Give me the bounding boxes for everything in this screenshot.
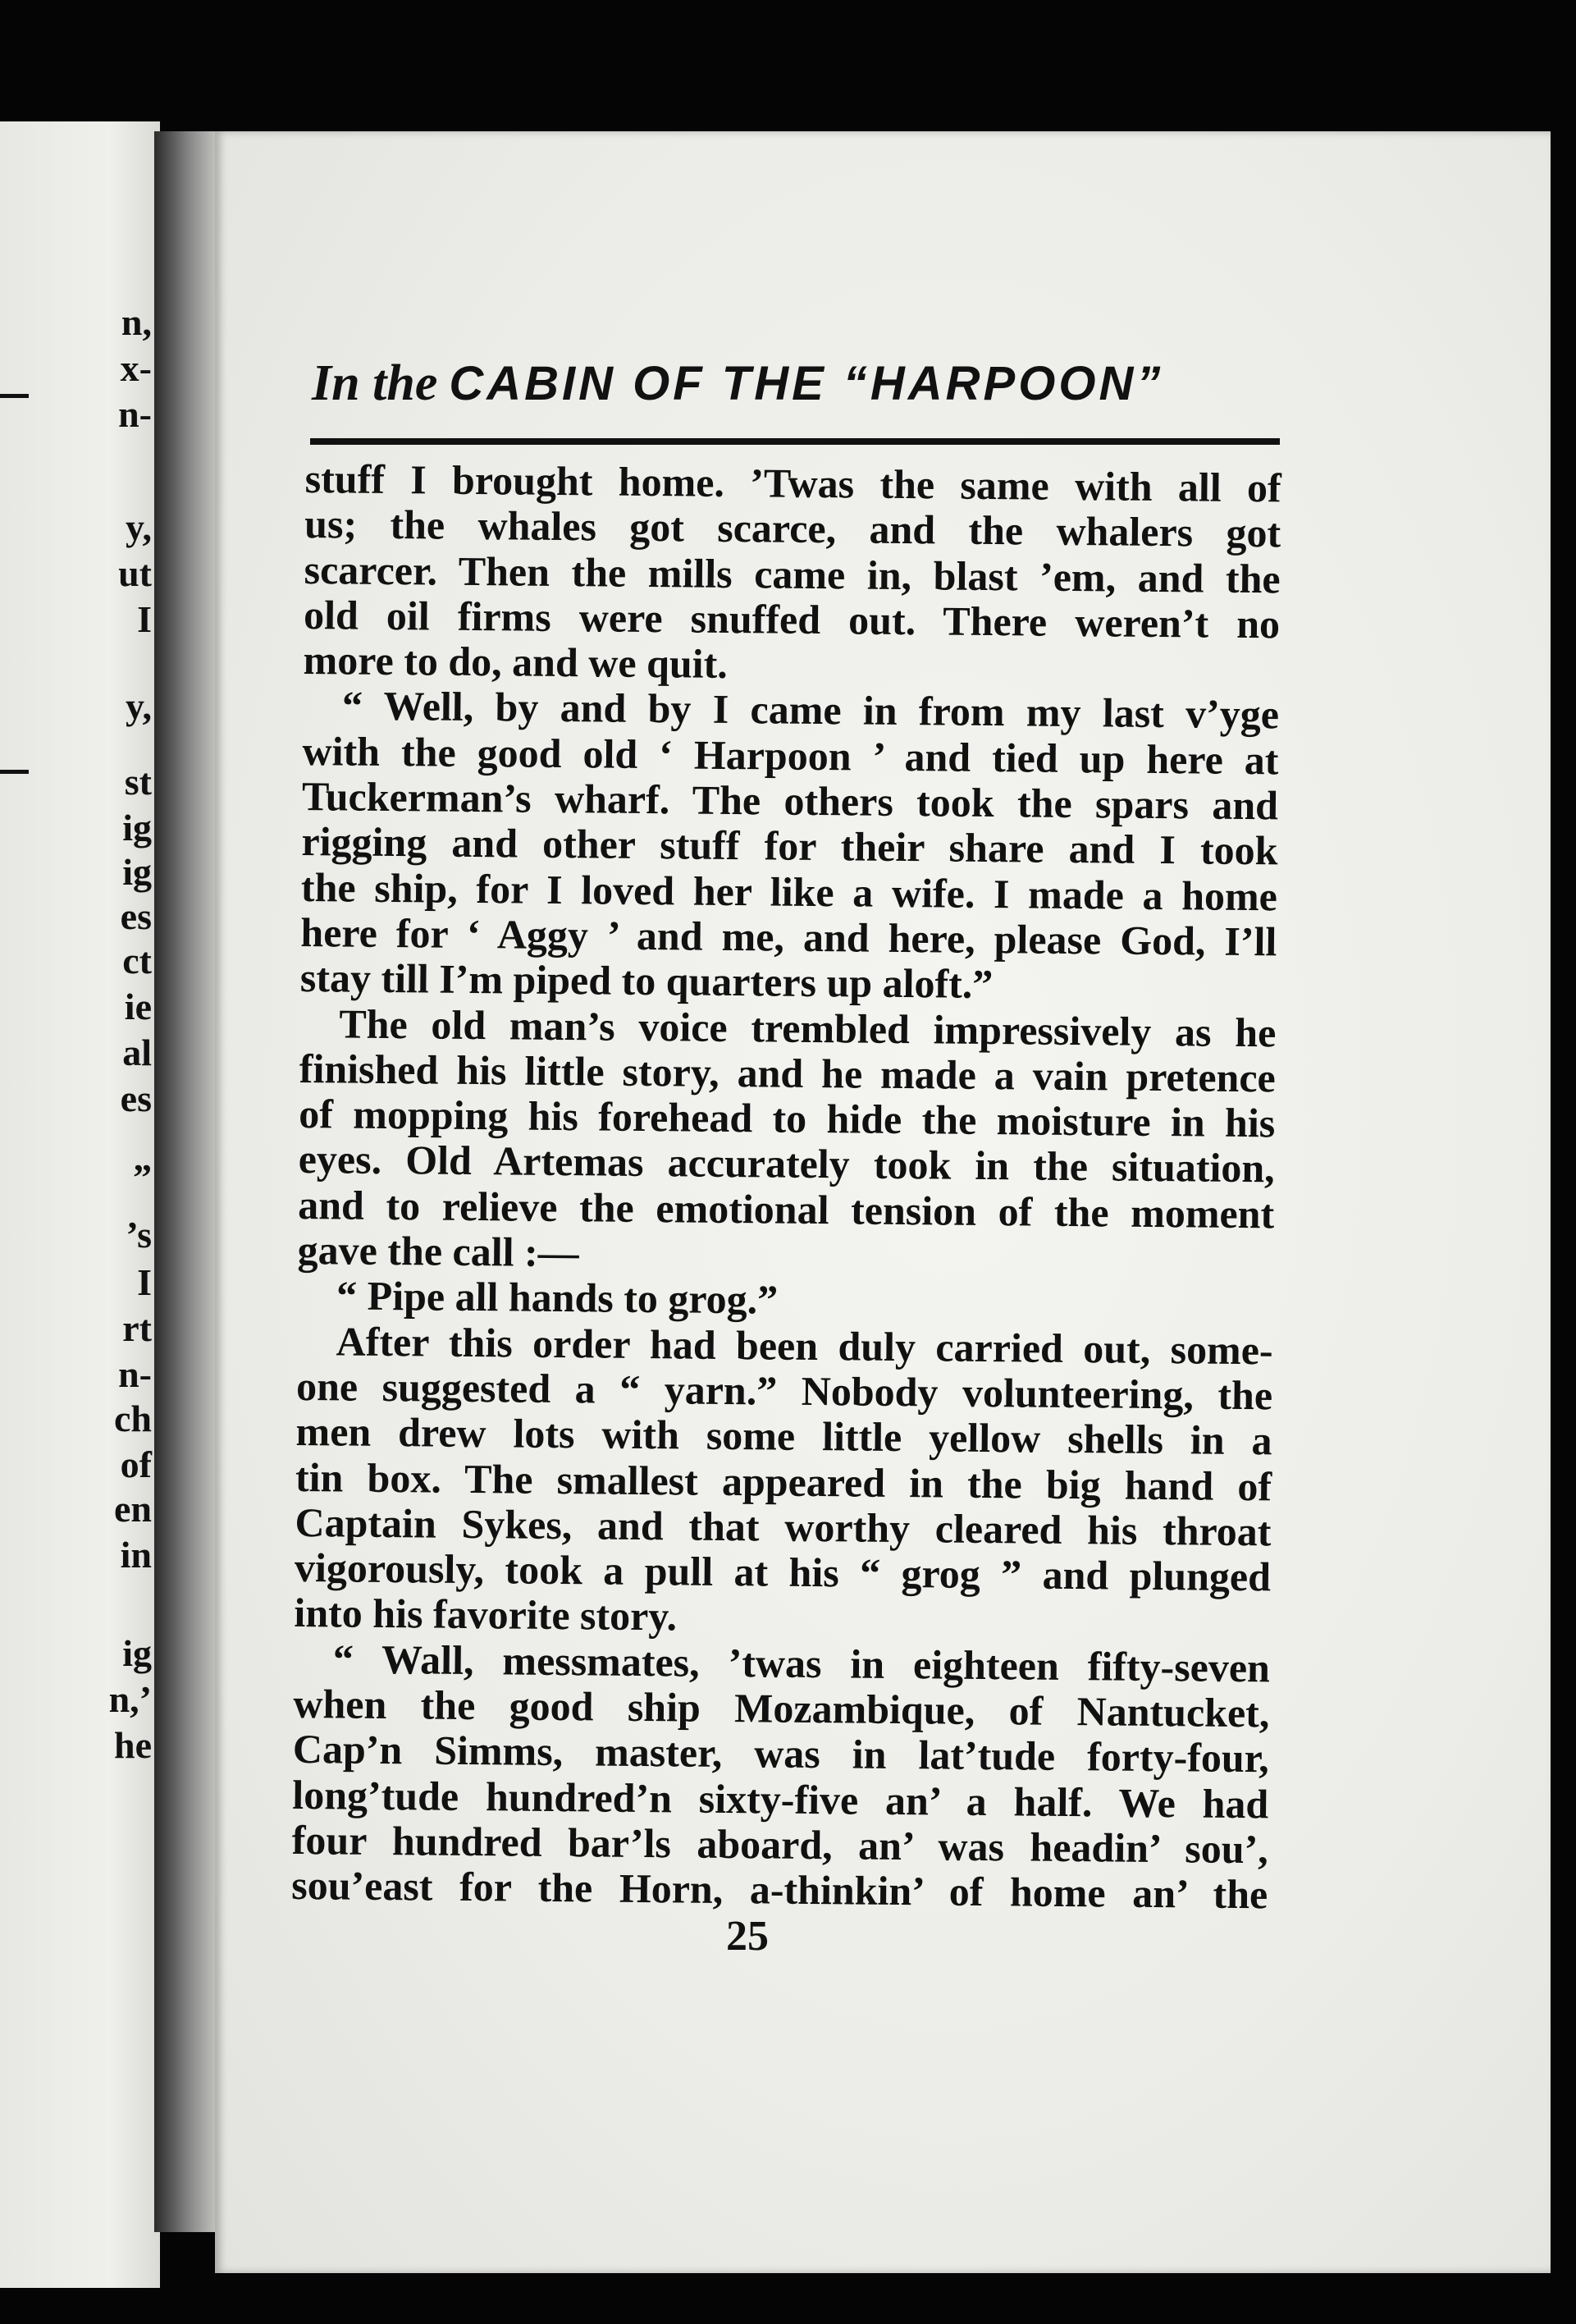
body-line: Tuckerman’s wharf. The others took the spars and	[301, 773, 1279, 829]
body-line: more to do, and we quit.	[303, 637, 729, 688]
body-line: four hundred bar’ls aboard, an’ was headin’ sou’,	[291, 1816, 1269, 1873]
left-page-section-rule	[0, 770, 29, 774]
body-line: when the good ship Mozambique, of Nantucket,	[293, 1680, 1270, 1736]
left-page-fragment: ct	[122, 940, 152, 981]
page-number: 25	[726, 1913, 769, 1960]
body-line: into his favorite story.	[294, 1590, 678, 1640]
body-line: us; the whales got scarce, and the whalers got	[304, 501, 1281, 556]
running-header	[312, 355, 1280, 413]
book-gutter	[154, 131, 220, 2232]
running-header-title: CABIN OF THE “HARPOON”	[449, 357, 1164, 410]
left-page-edge	[0, 121, 160, 2288]
body-line: the ship, for I loved her like a wife. I made a home	[300, 863, 1278, 920]
left-page-fragment: ig	[122, 807, 152, 849]
body-line: vigorously, took a pull at his “ grog ” and plunged	[294, 1544, 1272, 1600]
body-line: Captain Sykes, and that worthy cleared his throat	[295, 1498, 1272, 1555]
left-page-fragment: I	[137, 1261, 152, 1303]
left-page-fragment: n,	[121, 301, 152, 343]
left-page-fragment: in	[120, 1534, 152, 1576]
body-line: scarcer. Then the mills came in, blast ’em, and the	[304, 546, 1281, 602]
body-line: “ Pipe all hands to grog.”	[336, 1272, 779, 1323]
body-line: “ Wall, messmates, ’twas in eighteen fifty-seven	[332, 1635, 1271, 1691]
body-line: with the good old ‘ Harpoon ’ and tied up here at	[302, 727, 1279, 784]
left-page-fragment: y,	[126, 506, 152, 548]
body-line: old oil firms were snuffed out. There weren’t no	[303, 591, 1281, 647]
body-line: stuff I brought home. ’Twas the same with all of	[304, 455, 1281, 511]
left-page-fragment: al	[122, 1032, 152, 1073]
left-page-header-rule	[0, 394, 29, 398]
left-page-fragment: ’s	[126, 1214, 152, 1256]
header-rule	[310, 438, 1280, 445]
left-page-fragment: x-	[120, 347, 152, 389]
body-line: rigging and other stuff for their share and I took	[301, 818, 1278, 874]
left-page-fragment: ”	[133, 1156, 152, 1198]
left-page-fragment: of	[120, 1443, 152, 1485]
running-header-prefix: In the	[312, 355, 438, 411]
left-page-fragment: ie	[124, 986, 152, 1027]
left-page-fragment: ut	[118, 552, 152, 594]
left-page-fragment: ch	[114, 1398, 152, 1439]
body-line: one suggested a “ yarn.” Nobody volunteering, the	[295, 1362, 1273, 1419]
left-page-fragment: ig	[122, 851, 152, 893]
body-line: eyes. Old Artemas accurately took in the situation,	[298, 1136, 1275, 1192]
body-line: long’tude hundred’n sixty-five an’ a half. We had	[292, 1771, 1269, 1827]
body-line: gave the call :—	[297, 1227, 579, 1276]
body-line: The old man’s voice trembled impressively as he	[339, 1000, 1277, 1055]
body-line: stay till I’m piped to quarters up aloft.”	[299, 954, 994, 1008]
left-page-fragment: es	[120, 895, 152, 937]
left-page-fragment: rt	[122, 1307, 152, 1349]
body-line: here for ‘ Aggy ’ and me, and here, please God, I’ll	[300, 908, 1277, 965]
left-page-fragment: n,’	[108, 1678, 152, 1720]
left-page-fragment: st	[124, 761, 152, 803]
left-page-fragment: ig	[122, 1632, 152, 1674]
body-line: of mopping his forehead to hide the moisture in his	[299, 1091, 1276, 1146]
body-line: tin box. The smallest appeared in the big hand of	[295, 1453, 1272, 1509]
body-line: “ Well, by and by I came in from my last v’yge	[341, 682, 1280, 738]
left-page-fragment: es	[120, 1077, 152, 1119]
left-page-fragment: en	[114, 1488, 152, 1530]
left-page-fragment: y,	[126, 685, 152, 727]
body-line: After this order had been duly carried out, some-	[336, 1318, 1273, 1374]
left-page-fragment: he	[114, 1724, 152, 1766]
body-text	[291, 456, 1281, 1918]
body-line: sou’east for the Horn, a-thinkin’ of home an’ the	[291, 1862, 1268, 1918]
left-page-fragment: I	[137, 598, 152, 640]
body-line: men drew lots with some little yellow shells in a	[295, 1408, 1272, 1464]
body-line: finished his little story, and he made a vain pretence	[299, 1045, 1277, 1101]
left-page-fragment: n-	[118, 393, 152, 435]
left-page-fragment: n-	[118, 1353, 152, 1395]
body-line: Cap’n Simms, master, was in lat’tude forty-four,	[292, 1726, 1270, 1782]
body-line: and to relieve the emotional tension of the moment	[297, 1181, 1275, 1237]
